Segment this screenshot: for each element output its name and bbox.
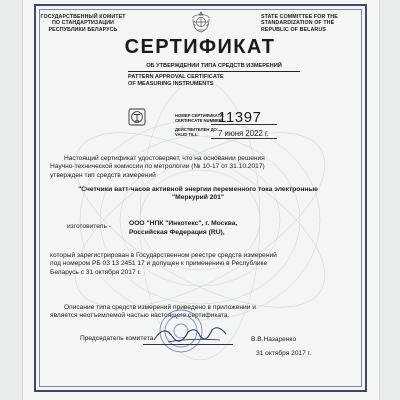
- paragraph-registration: который зарегистрирован в Государственном реестре средств измерений под номером РБ 03 13 2451 17 и допущен к применению в Республике Беларусь с 31 октября 2017 г.: [50, 252, 277, 276]
- paragraph-approval: Настоящий сертификат удостоверяет, что на основании решения Научно-технической комиссии по метрологии (№ 10-17 от 31.10.2017) утвержден тип средств измерений: [50, 155, 265, 179]
- issuer-header-ru: ГОСУДАРСТВЕННЫЙ КОМИТЕТ ПО СТАНДАРТИЗАЦИИ РЕСПУБЛИКИ БЕЛАРУСЬ: [40, 14, 126, 33]
- document-subtitle-ru: ОБ УТВЕРЖДЕНИИ ТИПА СРЕДСТВ ИЗМЕРЕНИЙ: [128, 63, 300, 72]
- valid-till-label: ДЕЙСТВИТЕЛЕН ДО: VALID TILL:: [175, 127, 219, 137]
- handwritten-signature-icon: [150, 318, 230, 350]
- instrument-name: "Счетчики ватт-часов активной энергии переменного тока электронные "Меркурий 201": [78, 186, 318, 202]
- date-underline: [211, 138, 277, 139]
- valid-till-date: 7 июня 2022 г.: [218, 129, 269, 138]
- number-underline: [211, 124, 277, 125]
- document-subtitle-en: PATTERN APPROVAL CERTIFICATE OF MEASURING INSTRUMENTS: [128, 74, 224, 87]
- certificate-number: 11397: [218, 109, 262, 126]
- paragraph-description: Описание типа средств измерений приведено в приложении и является неотъемлемой частью настоящего сертификата.: [50, 304, 256, 320]
- manufacturer-name: ООО "НПК "Инкотекс", г. Москва, Российская Федерация (RU),: [129, 220, 238, 236]
- signatory-title: Председатель комитета: [80, 335, 154, 342]
- manufacturer-label: изготовитель -: [67, 223, 111, 230]
- signature-date: 31 октября 2017 г.: [256, 350, 312, 357]
- certificate-number-label: НОМЕР СЕРТИФИКАТА: CERTIFICATE NUMBER:: [175, 113, 225, 123]
- metrology-mark-icon: [128, 108, 146, 126]
- signatory-name: В.В.Назаренко: [251, 336, 297, 343]
- issuer-header-en: STATE COMMITTEE FOR THE STANDARDIZATION OF THE REPUBLIC OF BELARUS: [261, 14, 338, 33]
- state-emblem-icon: [189, 10, 213, 34]
- document-title: СЕРТИФИКАТ: [124, 36, 276, 58]
